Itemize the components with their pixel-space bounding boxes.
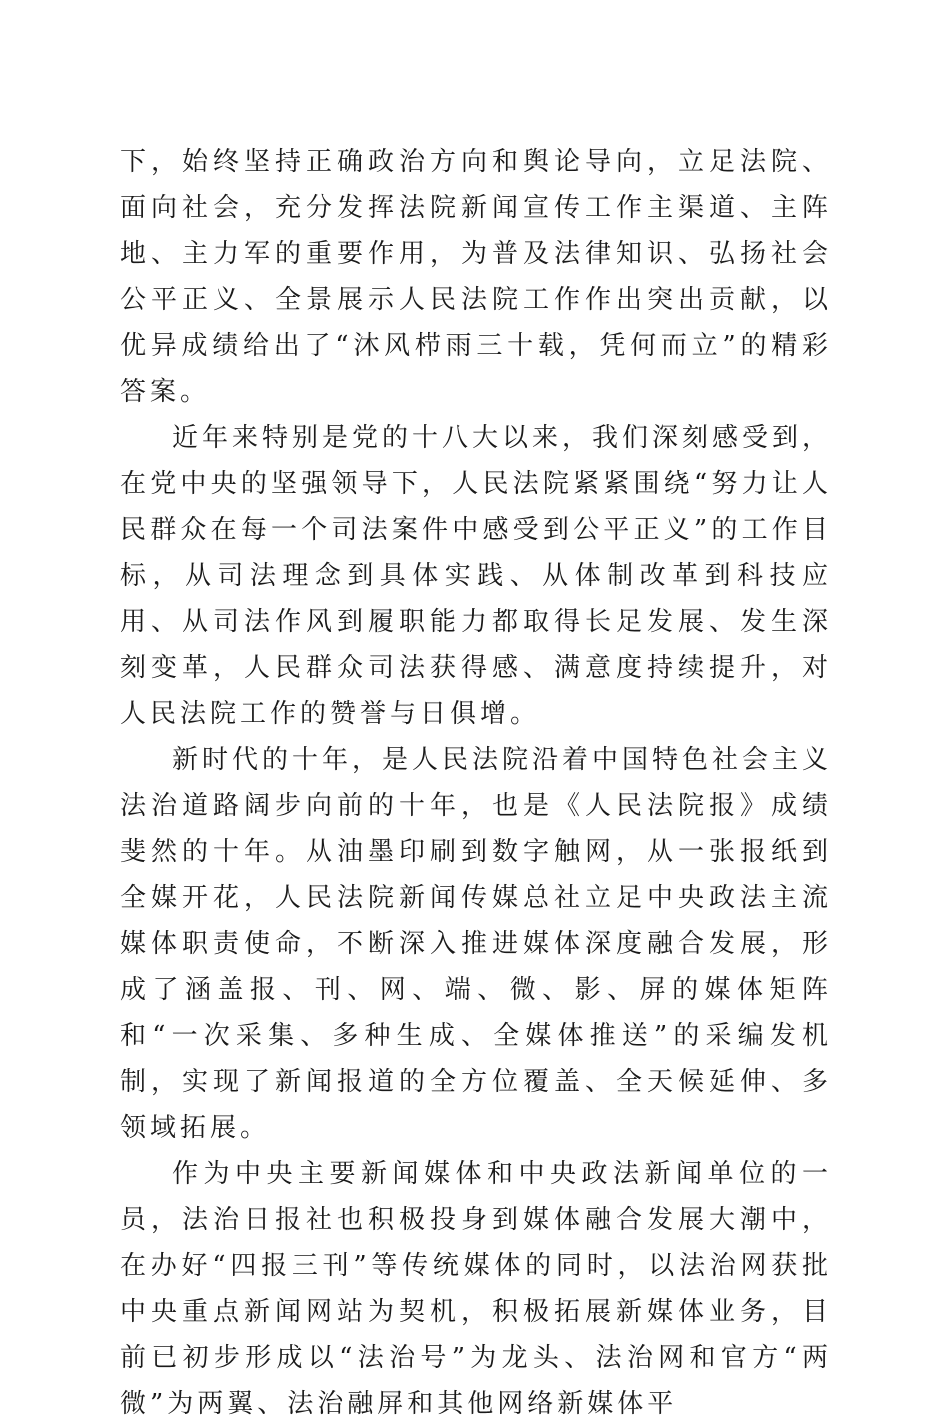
paragraph-judicial-reform: 近年来特别是党的十八大以来，我们深刻感受到，在党中央的坚强领导下，人民法院紧紧围绕“努力让人民群众在每一个司法案件中感受到公平正义”的工作目标，从司法理念到具体实践、从体制改革到科技应用、从司法作风到履职能力都取得长足发展、发生深刻变革，人民群众司法获得感、满意度持续提升，对人民法院工作的赞誉与日俱增。 <box>120 423 833 729</box>
paragraph-continuation: 下，始终坚持正确政治方向和舆论导向，立足法院、面向社会，充分发挥法院新闻宣传工作主渠道、主阵地、主力军的重要作用，为普及法律知识、弘扬社会公平正义、全景展示人民法院工作作出突出贡献，以优异成绩给出了“沐风栉雨三十载，凭何而立”的精彩答案。 <box>120 147 832 407</box>
document-body <box>120 139 832 1427</box>
paragraph-new-era-decade: 新时代的十年，是人民法院沿着中国特色社会主义法治道路阔步向前的十年，也是《人民法院报》成绩斐然的十年。从油墨印刷到数字触网，从一张报纸到全媒开花，人民法院新闻传媒总社立足中央政法主流媒体职责使命，不断深入推进媒体深度融合发展，形成了涵盖报、刊、网、端、微、影、屏的媒体矩阵和“一次采集、多种生成、全媒体推送”的采编发机制，实现了新闻报道的全方位覆盖、全天候延伸、多领域拓展。 <box>120 745 833 1143</box>
paragraph-media-integration: 作为中央主要新闻媒体和中央政法新闻单位的一员，法治日报社也积极投身到媒体融合发展大潮中，在办好“四报三刊”等传统媒体的同时，以法治网获批中央重点新闻网站为契机，积极拓展新媒体业务，目前已初步形成以“法治号”为龙头、法治网和官方“两微”为两翼、法治融屏和其他网络新媒体平 <box>120 1159 832 1419</box>
